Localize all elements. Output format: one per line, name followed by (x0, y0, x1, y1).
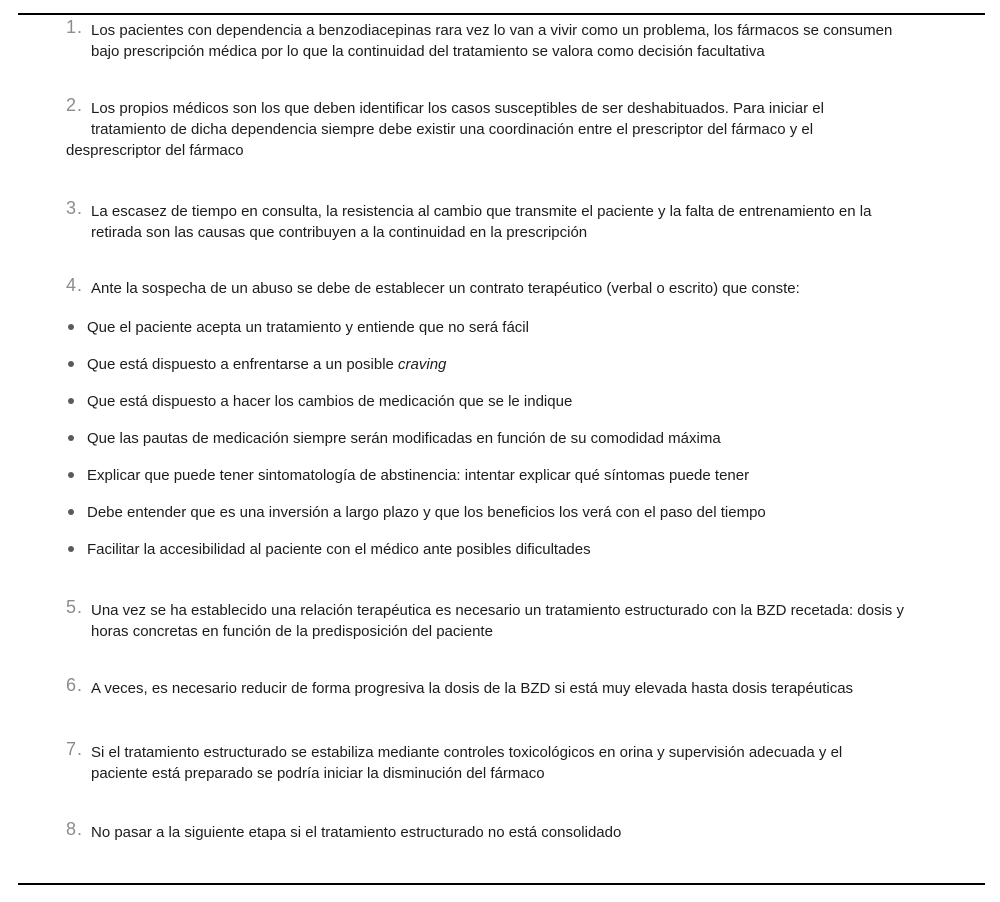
bullet-text: Explicar que puede tener sintomatología de abstinencia: intentar explicar qué síntomas puede tener (87, 467, 750, 484)
item-text-line: bajo prescripción médica por lo que la continuidad del tratamiento se valora como decisión facultativa (91, 43, 765, 60)
item-text (91, 20, 980, 62)
item-text (91, 278, 980, 299)
bullet-icon (68, 324, 74, 330)
numbered-item-1 (0, 17, 1000, 62)
item-text-line: Si el tratamiento estructurado se estabiliza mediante controles toxicológicos en orina y supervisión adecuada y el (91, 744, 843, 761)
item-text (91, 742, 980, 784)
item-text (91, 678, 980, 699)
numbered-item-5 (0, 597, 1000, 642)
item-number: 4. (66, 275, 84, 295)
item-text (91, 822, 980, 843)
bullet-icon (68, 398, 74, 404)
bullet-icon (68, 361, 74, 367)
item-number: 3. (66, 198, 84, 218)
bullet-item-2 (0, 354, 1000, 375)
item-number: 2. (66, 95, 84, 115)
bullet-text: Que está dispuesto a enfrentarse a un posible (87, 356, 399, 373)
numbered-item-6 (0, 675, 1000, 699)
bullet-item-7 (0, 539, 1000, 560)
bullet-text: Debe entender que es una inversión a largo plazo y que los beneficios los verá con el paso del tiempo (87, 504, 766, 521)
bullet-text: Que está dispuesto a hacer los cambios de medicación que se le indique (87, 393, 573, 410)
item-text-line: retirada son las causas que contribuyen a la continuidad en la prescripción (91, 224, 588, 241)
item-text (91, 201, 980, 243)
bottom-rule (18, 883, 985, 885)
item-text-line: No pasar a la siguiente etapa si el tratamiento estructurado no está consolidado (91, 824, 622, 841)
item-text-line: Los pacientes con dependencia a benzodiacepinas rara vez lo van a vivir como un problema, los fármacos se consumen (91, 22, 893, 39)
bullet-icon (68, 509, 74, 515)
item-text-line: desprescriptor del fármaco (66, 142, 244, 159)
bullet-text: Facilitar la accesibilidad al paciente con el médico ante posibles dificultades (87, 541, 591, 558)
numbered-item-2 (0, 95, 1000, 161)
bullet-icon (68, 435, 74, 441)
bullet-text-italic: craving (398, 356, 447, 373)
item-text-line: La escasez de tiempo en consulta, la resistencia al cambio que transmite el paciente y la falta de entrenamiento en la (91, 203, 872, 220)
numbered-item-3 (0, 198, 1000, 243)
item-number: 7. (66, 739, 84, 759)
item-text-line: Una vez se ha establecido una relación terapéutica es necesario un tratamiento estructurado con la BZD recetada: dosis y (91, 602, 904, 619)
numbered-item-8 (0, 819, 1000, 843)
item-text-line: Los propios médicos son los que deben identificar los casos susceptibles de ser deshabituados. Para iniciar el (91, 100, 824, 117)
item-text (66, 98, 980, 161)
item-text-line: Ante la sospecha de un abuso se debe de establecer un contrato terapéutico (verbal o escrito) que conste: (91, 280, 800, 297)
item-text-line: horas concretas en función de la predisposición del paciente (91, 623, 493, 640)
item-text-line: paciente está preparado se podría iniciar la disminución del fármaco (91, 765, 545, 782)
item-text (91, 600, 980, 642)
bullet-item-3 (0, 391, 1000, 412)
bullet-text: Que las pautas de medicación siempre serán modificadas en función de su comodidad máxima (87, 430, 721, 447)
numbered-item-7 (0, 739, 1000, 784)
item-number: 5. (66, 597, 84, 617)
bullet-icon (68, 472, 74, 478)
bullet-text: Que el paciente acepta un tratamiento y entiende que no será fácil (87, 319, 529, 336)
item-number: 6. (66, 675, 84, 695)
bullet-item-1 (0, 317, 1000, 338)
bullet-icon (68, 546, 74, 552)
item-text-line: tratamiento de dicha dependencia siempre debe existir una coordinación entre el prescriptor del fármaco y el (91, 121, 814, 138)
top-rule (18, 13, 985, 15)
item-text-line: A veces, es necesario reducir de forma progresiva la dosis de la BZD si está muy elevada hasta dosis terapéuticas (91, 680, 854, 697)
bullet-item-6 (0, 502, 1000, 523)
bullet-item-4 (0, 428, 1000, 449)
item-number: 1. (66, 17, 84, 37)
item-number: 8. (66, 819, 84, 839)
numbered-item-4 (0, 275, 1000, 299)
bullet-item-5 (0, 465, 1000, 486)
